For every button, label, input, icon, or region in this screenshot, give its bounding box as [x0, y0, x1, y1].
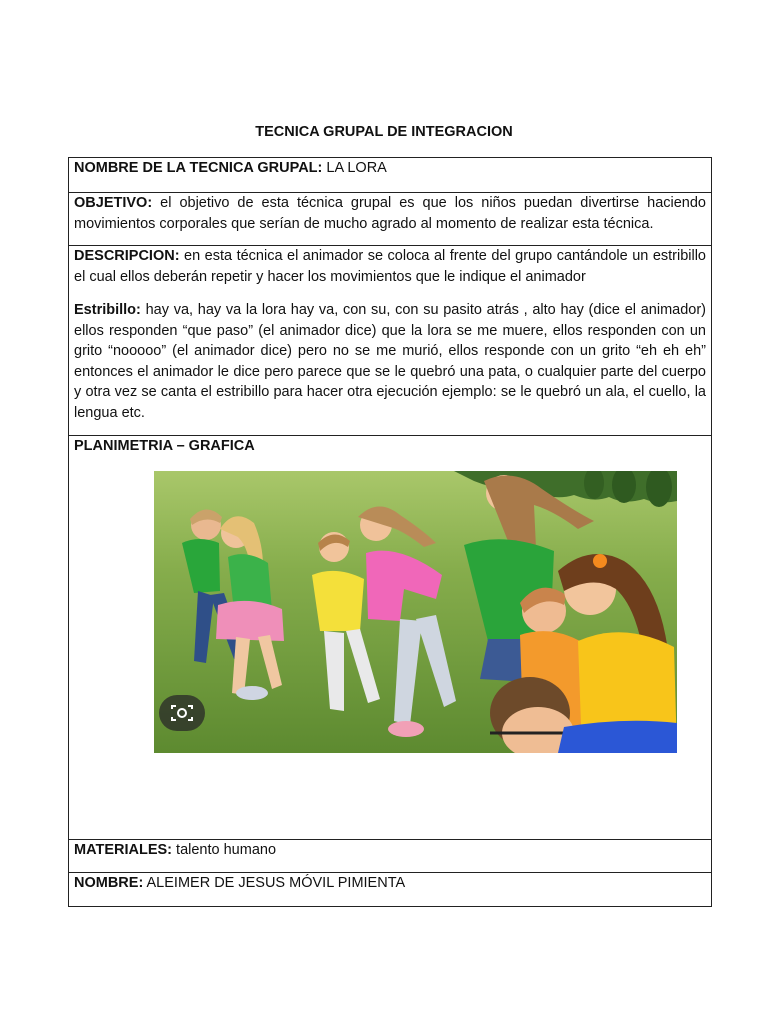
technique-name-cell: [69, 158, 712, 193]
chorus-label: Estribillo:: [74, 302, 141, 318]
photo-illustration: [154, 471, 677, 753]
materials-cell: [69, 840, 712, 873]
technique-table: [68, 157, 712, 907]
row-description: [69, 246, 712, 436]
planimetry-cell: [69, 436, 712, 840]
materials-value: talento humano: [172, 842, 277, 858]
description-cell: [69, 246, 712, 436]
objective-cell: [69, 193, 712, 246]
row-technique-name: [69, 158, 712, 193]
technique-name-label: NOMBRE DE LA TECNICA GRUPAL:: [74, 160, 323, 176]
author-label: NOMBRE:: [74, 875, 144, 891]
description-text: en esta técnica el animador se coloca al frente del grupo cantándole un estribillo el cual ellos deberán repetir y hacer los movimientos que le indique el animador: [74, 248, 706, 285]
author-cell: [69, 873, 712, 907]
document-title: TECNICA GRUPAL DE INTEGRACION: [255, 124, 513, 140]
description-paragraph: [74, 246, 706, 287]
row-planimetry: [69, 436, 712, 840]
description-label: DESCRIPCION:: [74, 248, 180, 264]
materials-label: MATERIALES:: [74, 842, 173, 858]
row-materials: [69, 840, 712, 873]
objective-label: OBJETIVO:: [74, 195, 153, 211]
technique-name-value: LA LORA: [322, 160, 387, 176]
children-playing-photo: [154, 471, 677, 753]
chorus-text: hay va, hay va la lora hay va, con su, con su pasito atrás , alto hay (dice el animador) ellos responden “que paso” (el animador dice) que la lora se me muere, ellos responden con un grito “nooooo” (el animador dice) pero no se me murió, ellos responde con un grito “eh eh eh” entonces el animador le dice pero parece que se le quebró una pata, o cualquier parte del cuerpo y otra vez se canta el estribillo para hacer otra ejecución ejemplo: se le quebró un ala, el cuello, la lengua etc.: [74, 302, 706, 421]
planimetry-label: PLANIMETRIA – GRAFICA: [74, 438, 255, 454]
lens-icon: [170, 703, 194, 723]
visual-search-button[interactable]: [159, 695, 205, 731]
chorus-paragraph: [74, 300, 706, 423]
row-author: [69, 873, 712, 907]
author-value: ALEIMER DE JESUS MÓVIL PIMIENTA: [143, 875, 406, 891]
row-objective: [69, 193, 712, 246]
objective-text: el objetivo de esta técnica grupal es que los niños puedan divertirse haciendo movimientos corporales que serían de mucho agrado al momento de realizar esta técnica.: [74, 195, 706, 232]
